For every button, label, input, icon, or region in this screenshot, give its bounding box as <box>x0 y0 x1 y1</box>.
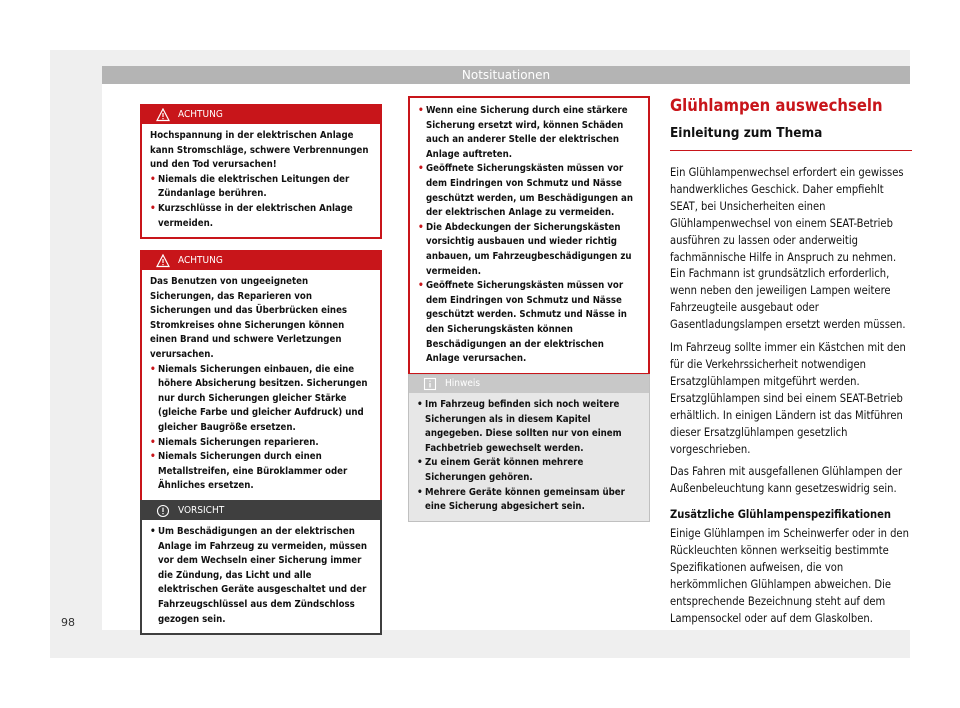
paragraph: Im Fahrzeug sollte immer ein Kästchen mit den für die Verkehrssicherheit notwendigen Ersatzglühlampen mitgeführt werden. Ersatzglühlampen sind bei einem SEAT-Betrieb erhältlich. In einigen Ländern ist das Mitführen dieser Ersatzglühlampen gesetzlich vorgeschrieben. <box>670 341 906 456</box>
page <box>50 50 910 658</box>
list-item: • Niemals Sicherungen einbauen, die eine höhere Absicherung besitzen. Sicherungen nur durch Sicherungen gleicher Stärke (gleiche Farbe und gleicher Aufdruck) und gleicher Baugröße ersetzen. <box>150 363 368 433</box>
info-icon <box>423 377 437 391</box>
page-number: 98 <box>61 616 75 629</box>
list-item: • Im Fahrzeug befinden sich noch weitere Sicherungen als in diesem Kapitel angegeben. Diese sollten nur von einem Fachbetrieb gewechselt werden. <box>417 399 622 454</box>
section-column <box>670 96 912 628</box>
warning-intro: Das Benutzen von ungeeigneten Sicherungen, das Reparieren von Sicherungen und das Überbrücken eines Stromkreises ohne Sicherungen können einen Brand und schwere Verletzungen verursachen. <box>150 276 348 360</box>
list-item: • Niemals Sicherungen durch einen Metallstreifen, eine Büroklammer oder Ähnliches ersetzen. <box>150 451 348 492</box>
paragraph: Das Fahren mit ausgefallenen Glühlampen der Außenbeleuchtung kann gesetzeswidrig sein. <box>670 465 903 496</box>
note-label: Hinweis <box>445 378 481 389</box>
list-item: • Geöffnete Sicherungskästen müssen vor dem Eindringen von Schmutz und Nässe geschützt werden. Schmutz und Nässe in den Sicherungskästen können Beschädigungen an der elektrischen Anlage verursachen. <box>418 280 627 365</box>
warning-label: ACHTUNG <box>178 255 223 266</box>
subheading: Zusätzliche Glühlampenspezifikationen <box>670 508 891 522</box>
list-item: • Wenn eine Sicherung durch eine stärkere Sicherung ersetzt wird, können Schäden auch an anderer Stelle der elektrischen Anlage auftreten. <box>418 105 628 160</box>
caution-box-header <box>142 502 380 520</box>
exclamation-circle-icon <box>156 504 170 518</box>
warning-intro: Hochspannung in der elektrischen Anlage kann Stromschläge, schwere Verbrennungen und den Tod verursachen! <box>150 130 369 171</box>
warning-box-continued <box>408 96 650 375</box>
caution-label: VORSICHT <box>178 505 225 516</box>
warning-box-high-voltage <box>140 104 382 239</box>
list-item: • Die Abdeckungen der Sicherungskästen vorsichtig ausbauen und wieder richtig anbauen, um Fahrzeugbeschädigungen zu vermeiden. <box>418 221 632 277</box>
list-item: • Geöffnete Sicherungskästen müssen vor dem Eindringen von Schmutz und Nässe geschützt werden, um Beschädigungen an der elektrischen Anlage zu vermeiden. <box>418 163 633 219</box>
warning-triangle-icon <box>156 254 170 268</box>
warning-box-fuses <box>140 250 382 502</box>
paragraph: Einige Glühlampen im Scheinwerfer oder in den Rückleuchten können werkseitig bestimmte Spezifikationen aufweisen, die von herkömmlichen Glühlampen abweichen. Die entsprechende Bezeichnung steht auf dem Lampensockel oder auf dem Glaskolben. <box>670 527 909 625</box>
warning-box-header <box>142 106 380 124</box>
list-item: • Niemals Sicherungen reparieren. <box>150 436 319 448</box>
section-title: Glühlampen auswechseln <box>670 96 883 115</box>
list-item: • Niemals die elektrischen Leitungen der Zündanlage berühren. <box>150 173 350 200</box>
warning-triangle-icon <box>156 108 170 122</box>
list-item: • Kurzschlüsse in der elektrischen Anlage vermeiden. <box>150 202 353 229</box>
caution-box <box>140 500 382 635</box>
content-area <box>102 84 910 630</box>
list-item: • Zu einem Gerät können mehrere Sicherungen gehören. <box>417 457 584 483</box>
section-subtitle: Einleitung zum Thema <box>670 124 912 151</box>
header-bar: Notsituationen <box>102 66 910 84</box>
note-box <box>408 374 650 522</box>
warning-box-header <box>142 252 380 270</box>
list-item: • Mehrere Geräte können gemeinsam über eine Sicherung abgesichert sein. <box>417 486 625 513</box>
list-item: • Um Beschädigungen an der elektrischen Anlage im Fahrzeug zu vermeiden, müssen vor dem Wechseln einer Sicherung immer die Zündung, das Licht und alle elektrischen Geräte ausgeschaltet und der Fahrzeugschlüssel aus dem Zündschloss gezogen sein. <box>150 526 367 625</box>
note-box-header <box>409 375 649 393</box>
warning-label: ACHTUNG <box>178 109 223 120</box>
paragraph: Ein Glühlampenwechsel erfordert ein gewisses handwerkliches Geschick. Daher empfiehlt SEAT, bei Unsicherheiten einen Glühlampenwechsel von einem SEAT-Betrieb ausführen zu lassen oder anderweitig fachmännische Hilfe in Anspruch zu nehmen. Ein Fachmann ist grundsätzlich erforderlich, wenn neben den jeweiligen Lampen weitere Fahrzeugteile ausgebaut oder Gasentladungslampen ersetzt werden müssen. <box>670 166 906 332</box>
